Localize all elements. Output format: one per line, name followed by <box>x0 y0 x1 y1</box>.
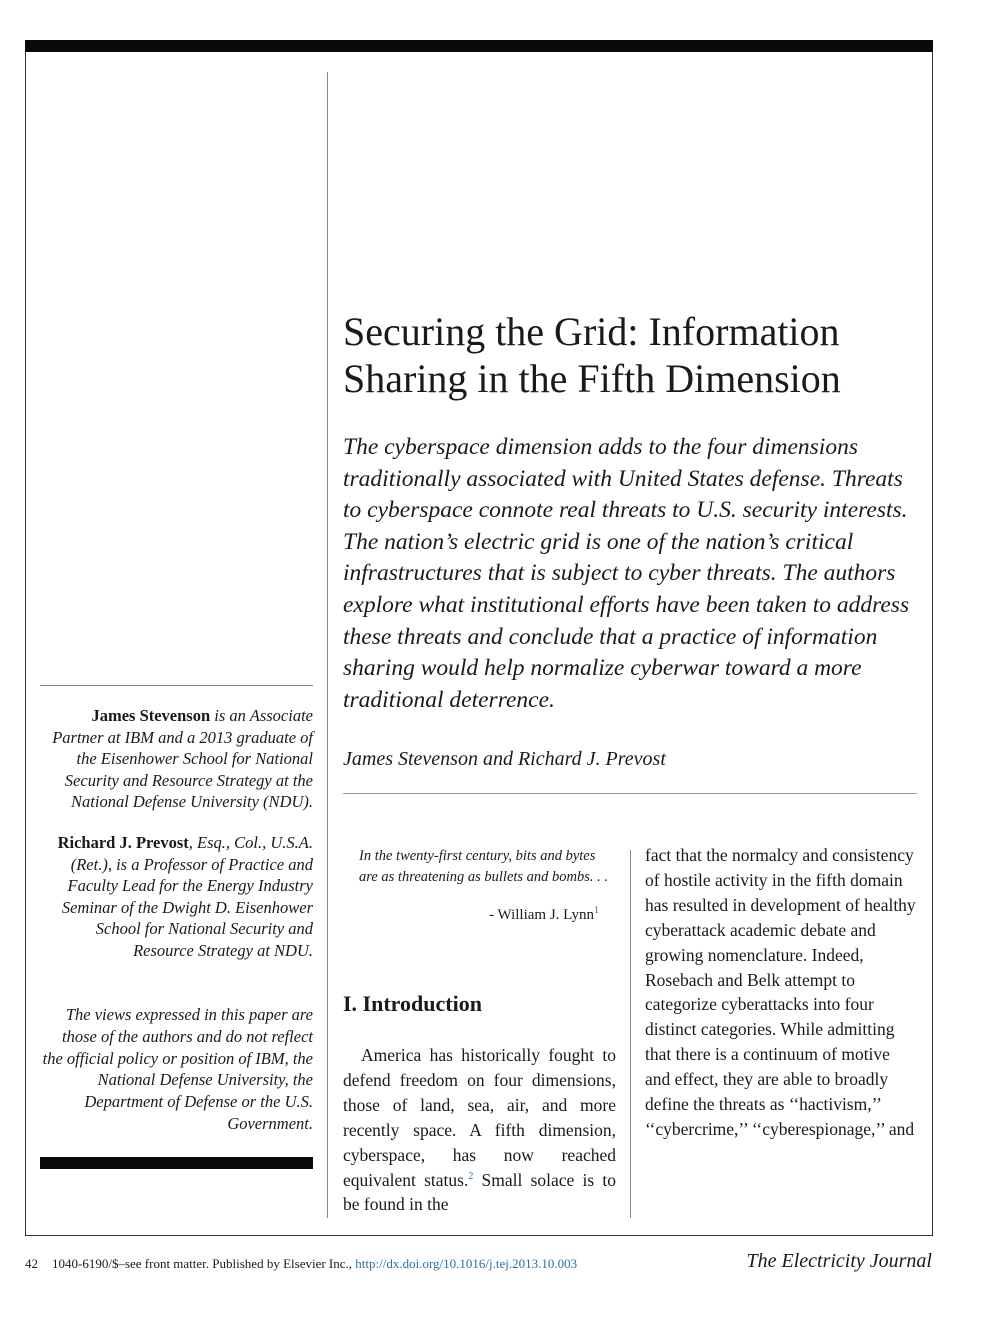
epigraph-quote: In the twenty-first century, bits and bytes are as threatening as bullets and bombs. . . <box>359 848 609 885</box>
column-divider <box>630 850 631 1218</box>
footer-meta <box>25 1256 577 1272</box>
paragraph-text: America has historically fought to defend freedom on four dimensions, those of land, sea, air, and more recently space. A fifth dimension, cyberspace, has now reached equivalent status. <box>343 1045 616 1190</box>
paragraph-text: Small solace is to be found in the <box>343 1169 616 1215</box>
abstract: The cyberspace dimension adds to the four dimensions traditionally associated with United States defense. Threats to cyberspace connote real threats to U.S. security interests. The nation’s electric grid is one of the nation’s critical infrastructures that is subject to cyber threats. The authors explore what institutional efforts have been taken to address these threats and conclude that a practice of information sharing would help normalize cyberwar toward a more traditional deterrence. <box>343 434 910 713</box>
footnote-link[interactable]: 2 <box>468 1170 474 1182</box>
epigraph-attribution <box>359 907 599 924</box>
bio-name: Richard J. Prevost <box>57 833 189 852</box>
bio-text: is an Associate Partner at IBM and a 2013 graduate of the Eisenhower School for National Security and Resource Strategy at the National Defense University (NDU). <box>52 706 313 812</box>
top-black-bar <box>25 40 933 52</box>
body-column-left <box>343 1043 616 1217</box>
doi-link[interactable]: http://dx.doi.org/10.1016/j.tej.2013.10.003 <box>355 1256 578 1271</box>
footnote-link[interactable]: 1 <box>594 905 599 916</box>
disclaimer: The views expressed in this paper are those of the authors and do not reflect the official policy or position of IBM, the National Defense University, the Department of Defense or the U.S. Government. <box>42 1005 313 1133</box>
section-heading: I. Introduction <box>343 991 482 1016</box>
author-line: James Stevenson and Richard J. Prevost <box>343 748 666 770</box>
body-column-right: fact that the normalcy and consistency of hostile activity in the fifth domain has resulted in development of healthy cyberattack academic debate and growing nomenclature. Indeed, Rosebach and Belk attempt to categorize cyberattacks into four distinct categories. While admitting that there is a continuum of motive and effect, they are able to broadly define the threats as ‘‘hactivism,’’ ‘‘cybercrime,’’ ‘‘cyberespionage,’’ and <box>645 845 916 1139</box>
journal-name: The Electricity Journal <box>746 1250 932 1272</box>
author-bio-prevost <box>38 832 313 962</box>
page-number: 42 <box>25 1256 38 1271</box>
bio-text: , Esq., Col., U.S.A. (Ret.), is a Professor of Practice and Faculty Lead for the Energy Industry Seminar of the Dwight D. Eisenhower School for National Security and Resource Strategy at NDU. <box>61 833 313 960</box>
title-divider <box>343 793 917 794</box>
bio-name: James Stevenson <box>91 706 211 725</box>
article-title: Securing the Grid: Information Sharing in the Fifth Dimension <box>343 309 841 401</box>
sidebar-bottom-bar <box>40 1157 313 1169</box>
sidebar-top-rule <box>40 685 313 686</box>
author-bio-stevenson <box>38 705 313 813</box>
issn-text: 1040-6190/$–see front matter. Published by Elsevier Inc., <box>52 1256 356 1271</box>
attribution-text: - William J. Lynn <box>489 907 594 923</box>
sidebar-divider <box>327 72 328 1218</box>
